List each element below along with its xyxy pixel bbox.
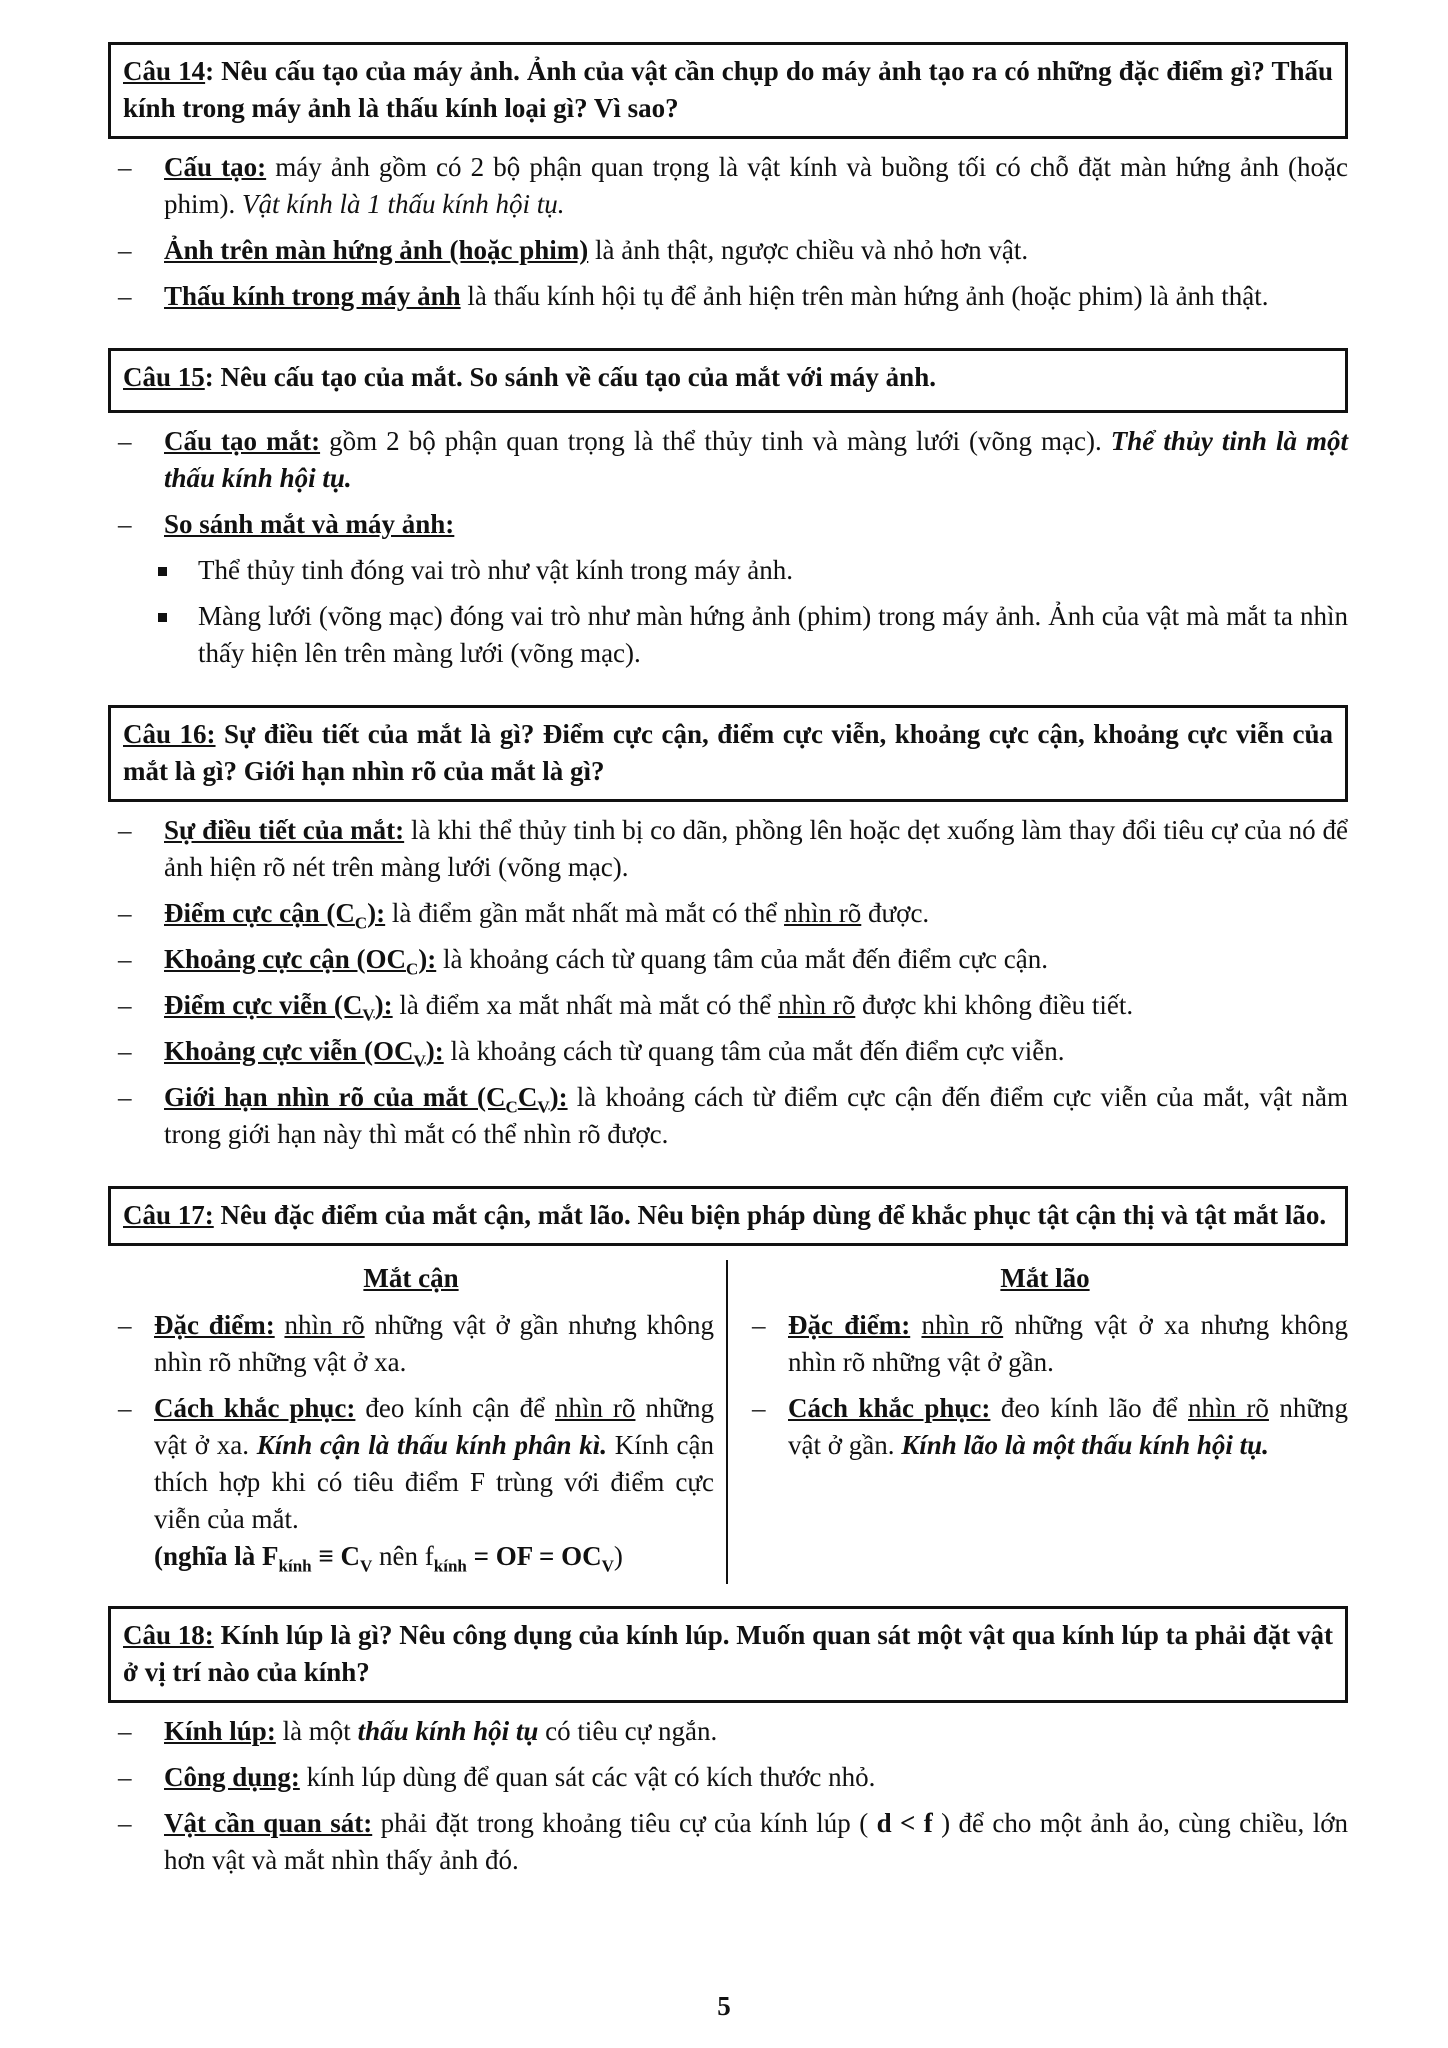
- bold-text: d < f: [876, 1808, 933, 1838]
- list-item: [108, 149, 1348, 223]
- presbyopia-list: [742, 1307, 1348, 1464]
- list-item: [108, 423, 1348, 497]
- list-item: [108, 987, 1348, 1024]
- answer-text: những vật ở gần.: [788, 1393, 1348, 1460]
- list-item: [108, 506, 1348, 543]
- formula: (nghĩa là $F_{kính} \equiv C_V$ nên $f_{kính}$ = OF = $OC_V$): [154, 1541, 623, 1576]
- list-item: [108, 1033, 1348, 1070]
- underlined-text: nhìn rõ: [1188, 1393, 1269, 1423]
- page-number: 5: [717, 1991, 731, 2021]
- answer-text: là khoảng cách từ quang tâm của mắt đến điểm cực cận.: [436, 944, 1048, 974]
- question-17-box: [108, 1186, 1348, 1246]
- list-item: [108, 1805, 1348, 1879]
- term: Đặc điểm:: [788, 1310, 911, 1340]
- term: Cách khắc phục:: [788, 1393, 991, 1423]
- myopia-list: [108, 1307, 714, 1575]
- question-14-box: [108, 42, 1348, 139]
- list-item: [108, 1390, 714, 1575]
- list-item: [108, 1713, 1348, 1750]
- answer-text: Kính cận thích hợp khi có tiêu điểm F trùng với điểm cực viễn của mắt.: [154, 1430, 714, 1534]
- answer-text: được.: [861, 898, 930, 928]
- answer-text: phải đặt trong khoảng tiêu cự của kính lúp (: [372, 1808, 877, 1838]
- comparison-columns: [108, 1260, 1348, 1584]
- question-17-text: Nêu đặc điểm của mắt cận, mắt lão. Nêu biện pháp dùng để khắc phục tật cận thị và tật mắt lão.: [213, 1200, 1327, 1230]
- myopia-column: [108, 1260, 728, 1584]
- answer-text: đeo kính cận để: [355, 1393, 555, 1423]
- answer-text: kính lúp dùng để quan sát các vật có kích thước nhỏ.: [299, 1762, 876, 1792]
- question-18-text: Kính lúp là gì? Nêu công dụng của kính lúp. Muốn quan sát một vật qua kính lúp ta phải đặt vật ở vị trí nào của kính?: [123, 1620, 1333, 1687]
- underlined-text: nhìn rõ: [555, 1393, 636, 1423]
- answer-text: những vật ở xa.: [154, 1393, 715, 1460]
- answer-15-list: [108, 423, 1348, 543]
- underlined-text: nhìn rõ: [778, 990, 856, 1020]
- list-item: [108, 1079, 1348, 1153]
- term: Khoảng cực viễn $(OC_V)$:: [164, 1036, 444, 1071]
- underlined-text: nhìn rõ: [784, 898, 862, 928]
- list-item: [742, 1307, 1348, 1381]
- term: Đặc điểm:: [154, 1310, 275, 1340]
- list-item: [108, 812, 1348, 886]
- underlined-text: nhìn rõ: [921, 1310, 1004, 1340]
- term: Điểm cực cận $(C_C)$:: [164, 898, 386, 933]
- list-item: [742, 1390, 1348, 1464]
- question-18-box: [108, 1606, 1348, 1703]
- answer-text: gồm 2 bộ phận quan trọng là thể thủy tinh và màng lưới (võng mạc).: [320, 426, 1111, 456]
- question-16-box: [108, 705, 1348, 802]
- list-item: [108, 1759, 1348, 1796]
- term: Thấu kính trong máy ảnh: [164, 281, 461, 311]
- answer-text: là khoảng cách từ điểm cực cận đến điểm cực viễn của mắt, vật nằm trong giới hạn này thì mắt có thể nhìn rõ được.: [164, 1082, 1348, 1149]
- presbyopia-column: [728, 1260, 1348, 1584]
- sub-item: Màng lưới (võng mạc) đóng vai trò như màn hứng ảnh (phim) trong máy ảnh. Ảnh của vật mà mắt ta nhìn thấy hiện lên trên màng lưới (võng mạc).: [108, 598, 1348, 672]
- emphasis: Vật kính là 1 thấu kính hội tụ.: [242, 189, 565, 219]
- answer-text: đeo kính lão để: [990, 1393, 1188, 1423]
- term: Cách khắc phục:: [154, 1393, 356, 1423]
- term: Sự điều tiết của mắt:: [164, 815, 405, 845]
- question-18-number: Câu 18:: [123, 1620, 214, 1650]
- list-item: [108, 941, 1348, 978]
- answer-16-list: [108, 812, 1348, 1153]
- answer-text: là khi thể thủy tinh bị co dãn, phồng lên hoặc dẹt xuống làm thay đổi tiêu cự của nó để ảnh hiện rõ nét trên màng lưới (võng mạc).: [164, 815, 1348, 882]
- question-16-text: Sự điều tiết của mắt là gì? Điểm cực cận, điểm cực viễn, khoảng cực cận, khoảng cực viễn của mắt là gì? Giới hạn nhìn rõ của mắt là gì?: [123, 719, 1333, 786]
- term: So sánh mắt và máy ảnh:: [164, 509, 455, 539]
- page: [108, 42, 1348, 1888]
- question-16-number: Câu 16:: [123, 719, 216, 749]
- term: Cấu tạo:: [164, 152, 267, 182]
- underlined-text: nhìn rõ: [284, 1310, 365, 1340]
- answer-18-list: [108, 1713, 1348, 1879]
- answer-text: là ảnh thật, ngược chiều và nhỏ hơn vật.: [588, 235, 1029, 265]
- term: Công dụng:: [164, 1762, 300, 1792]
- answer-text: là điểm xa mắt nhất mà mắt có thể: [392, 990, 779, 1020]
- answer-text: là một: [275, 1716, 358, 1746]
- term: Kính lúp:: [164, 1716, 276, 1746]
- answer-text: có tiêu cự ngắn.: [538, 1716, 718, 1746]
- answer-text: những vật ở xa nhưng không nhìn rõ những vật ở gần.: [788, 1310, 1349, 1377]
- question-15-number: Câu 15: [123, 362, 205, 392]
- column-heading: Mắt lão: [1000, 1263, 1090, 1293]
- answer-text: những vật ở gần nhưng không nhìn rõ những vật ở xa.: [154, 1310, 715, 1377]
- term: Cấu tạo mắt:: [164, 426, 321, 456]
- answer-15-sublist: [108, 552, 1348, 672]
- list-item: [108, 232, 1348, 269]
- term: Khoảng cực cận $(OC_C)$:: [164, 944, 437, 979]
- question-17-number: Câu 17:: [123, 1200, 214, 1230]
- answer-text: máy ảnh gồm có 2 bộ phận quan trọng là vật kính và buồng tối có chỗ đặt màn hứng ảnh (hoặc phim).: [164, 152, 1349, 219]
- term: Giới hạn nhìn rõ của mắt $(C_CC_V)$:: [164, 1082, 568, 1117]
- answer-text: là thấu kính hội tụ để ảnh hiện trên màn hứng ảnh (hoặc phim) là ảnh thật.: [460, 281, 1269, 311]
- emphasis: Kính lão là một thấu kính hội tụ.: [901, 1430, 1269, 1460]
- answer-text: ) để cho một ảnh ảo, cùng chiều, lớn hơn vật và mắt nhìn thấy ảnh đó.: [164, 1808, 1348, 1875]
- question-15-text: : Nêu cấu tạo của mắt. So sánh về cấu tạo của mắt với máy ảnh.: [204, 362, 936, 392]
- question-15-box: [108, 348, 1348, 413]
- list-item: [108, 278, 1348, 315]
- question-14-text: : Nêu cấu tạo của máy ảnh. Ảnh của vật cần chụp do máy ảnh tạo ra có những đặc điểm gì? Thấu kính trong máy ảnh là thấu kính loại gì? Vì sao?: [123, 56, 1334, 123]
- answer-14-list: [108, 149, 1348, 315]
- answer-text: được khi không điều tiết.: [855, 990, 1134, 1020]
- term: Vật cần quan sát:: [164, 1808, 373, 1838]
- emphasis: Thể thủy tinh là một thấu kính hội tụ.: [164, 426, 1348, 493]
- emphasis: Kính cận là thấu kính phân kì.: [256, 1430, 608, 1460]
- question-14-number: Câu 14: [123, 56, 206, 86]
- answer-text: là điểm gần mắt nhất mà mắt có thể: [385, 898, 785, 928]
- list-item: [108, 1307, 714, 1381]
- list-item: [108, 895, 1348, 932]
- answer-text: là khoảng cách từ quang tâm của mắt đến điểm cực viễn.: [443, 1036, 1065, 1066]
- term: Ảnh trên màn hứng ảnh (hoặc phim): [164, 235, 589, 265]
- term: Điểm cực viễn $(C_V)$:: [164, 990, 393, 1025]
- emphasis: thấu kính hội tụ: [357, 1716, 539, 1746]
- sub-item: Thể thủy tinh đóng vai trò như vật kính trong máy ảnh.: [108, 552, 1348, 589]
- column-heading: Mắt cận: [363, 1263, 459, 1293]
